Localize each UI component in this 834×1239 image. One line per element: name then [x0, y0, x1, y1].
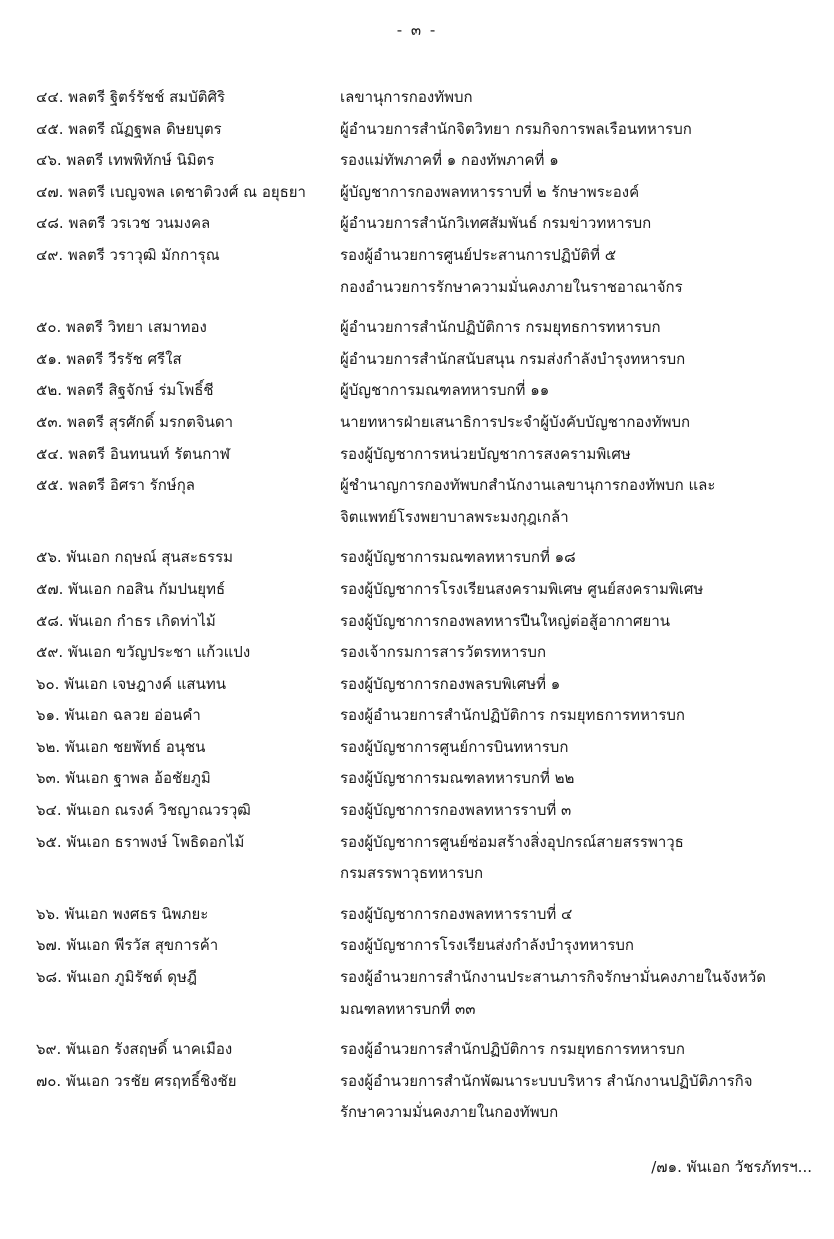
entry-position-line: รองผู้บัญชาการหน่วยบัญชาการสงครามพิเศษ — [340, 444, 631, 463]
entry-position-line: รองผู้อำนวยการสำนักปฏิบัติการ กรมยุทธการทหารบก — [340, 1040, 686, 1059]
entry-position-line: รองผู้บัญชาการมณฑลทหารบกที่ ๑๘ — [340, 548, 576, 567]
entry-rank-name: ๖๕. พันเอก ธราพงษ์ โพธิดอกไม้ — [36, 832, 245, 851]
entry-position — [340, 962, 806, 1025]
entry-position-line: รองผู้อำนวยการสำนักปฏิบัติการ กรมยุทธการทหารบก — [340, 706, 686, 725]
entry-position-line: จิตแพทย์โรงพยาบาลพระมงกุฎเกล้า — [340, 507, 569, 526]
entry-position — [340, 700, 806, 732]
entry-rank-name: ๕๗. พันเอก กอสิน กัมปนยุทธ์ — [36, 579, 226, 598]
list-item — [36, 177, 806, 209]
list-item — [36, 407, 806, 439]
entry-position-line: รองผู้อำนวยการสำนักงานประสานภารกิจรักษามั่นคงภายในจังหวัด — [340, 968, 767, 987]
entry-position-line: ผู้อำนวยการสำนักปฏิบัติการ กรมยุทธการทหารบก — [340, 318, 661, 337]
entry-rank-name: ๕๕. พลตรี อิศรา รักษ์กุล — [36, 476, 195, 495]
entry-rank-name: ๖๒. พันเอก ชยพัทธ์ อนุชน — [36, 737, 206, 756]
entry-rank-name: ๕๖. พันเอก กฤษณ์ สุนสะธรรม — [36, 548, 234, 567]
entry-position — [340, 574, 806, 606]
entry-rank-name: ๔๔. พลตรี ฐิตร์รัชช์ สมบัติศิริ — [36, 88, 226, 106]
entry-rank-name: ๖๗. พันเอก พีรวัส สุขการค้า — [36, 936, 219, 955]
entry-position — [340, 82, 806, 114]
entry-position-line: ผู้บัญชาการกองพลทหารราบที่ ๒ รักษาพระองค์ — [340, 182, 640, 201]
entry-position — [340, 145, 806, 177]
entry-rank-name: ๕๒. พลตรี สิฐจักษ์ ร่มโพธิ์ชี — [36, 381, 214, 400]
entry-position-line: รองผู้บัญชาการกองพลทหารปืนใหญ่ต่อสู้อากาศยาน — [340, 611, 670, 630]
list-item — [36, 344, 806, 376]
list-item — [36, 240, 806, 303]
entry-rank-name: ๖๓. พันเอก ฐาพล อ้อชัยภูมิ — [36, 769, 211, 788]
list-item — [36, 732, 806, 764]
entry-position — [340, 669, 806, 701]
entry-position — [340, 930, 806, 962]
entry-rank-name: ๗๐. พันเอก วรชัย ศรฤทธิ์ชิงชัย — [36, 1071, 237, 1090]
list-item — [36, 795, 806, 827]
entry-position — [340, 763, 806, 795]
entry-position-line: รองผู้บัญชาการกองพลทหารราบที่ ๔ — [340, 904, 573, 923]
entry-rank-name: ๕๔. พลตรี อินทนนท์ รัตนกาฬ — [36, 444, 231, 463]
entry-position-line: เลขานุการกองทัพบก — [340, 88, 473, 106]
list-item — [36, 606, 806, 638]
entry-position-line: ผู้อำนวยการสำนักวิเทศสัมพันธ์ กรมข่าวทหารบก — [340, 214, 652, 233]
list-item — [36, 114, 806, 146]
list-item — [36, 1066, 806, 1129]
entry-position — [340, 827, 806, 890]
entry-rank-name: ๕๙. พันเอก ขวัญประชา แก้วแปง — [36, 643, 251, 662]
entry-rank-name: ๕๓. พลตรี สุรศักดิ์ มรกตจินดา — [36, 412, 234, 431]
entry-rank-name: ๔๖. พลตรี เทพพิทักษ์ นิมิตร — [36, 151, 215, 170]
list-item — [36, 145, 806, 177]
entry-position-line: รองผู้บัญชาการกองพลทหารราบที่ ๓ — [340, 801, 572, 820]
entry-position-line: กองอำนวยการรักษาความมั่นคงภายในราชอาณาจักร — [340, 277, 683, 296]
entry-position — [340, 312, 806, 344]
entry-position-line: นายทหารฝ่ายเสนาธิการประจำผู้บังคับบัญชากองทัพบก — [340, 412, 691, 431]
entry-position — [340, 606, 806, 638]
list-item — [36, 82, 806, 114]
list-item — [36, 899, 806, 931]
entry-position — [340, 177, 806, 209]
entry-rank-name: ๖๐. พันเอก เจษฎางค์ แสนทน — [36, 674, 226, 693]
list-item — [36, 962, 806, 1025]
entry-position-line: ผู้บัญชาการมณฑลทหารบกที่ ๑๑ — [340, 381, 550, 400]
entry-position — [340, 114, 806, 146]
entry-position-line: รองแม่ทัพภาคที่ ๑ กองทัพภาคที่ ๑ — [340, 151, 559, 170]
entry-position-line: รองผู้อำนวยการสำนักพัฒนาระบบบริหาร สำนักงานปฏิบัติภารกิจ — [340, 1071, 753, 1090]
entry-position — [340, 240, 806, 303]
list-item — [36, 669, 806, 701]
entry-rank-name: ๔๘. พลตรี วรเวช วนมงคล — [36, 214, 211, 233]
list-item — [36, 700, 806, 732]
entry-position-line: ผู้อำนวยการสำนักจิตวิทยา กรมกิจการพลเรือนทหารบก — [340, 119, 692, 138]
entry-position — [340, 1066, 806, 1129]
list-item — [36, 1034, 806, 1066]
entry-position-line: ผู้ชำนาญการกองทัพบกสำนักงานเลขานุการกองทัพบก และ — [340, 476, 716, 495]
entry-position-line: รองผู้บัญชาการกองพลรบพิเศษที่ ๑ — [340, 674, 561, 693]
entry-position-line: รองผู้บัญชาการมณฑลทหารบกที่ ๒๒ — [340, 769, 575, 788]
entry-rank-name: ๔๕. พลตรี ณัฏฐพล ดิษยบุตร — [36, 119, 222, 138]
entry-position — [340, 439, 806, 471]
entry-position — [340, 732, 806, 764]
list-item — [36, 312, 806, 344]
entry-rank-name: ๖๑. พันเอก ฉลวย อ่อนคำ — [36, 706, 201, 725]
entry-position — [340, 795, 806, 827]
list-item — [36, 375, 806, 407]
list-item — [36, 439, 806, 471]
list-item — [36, 542, 806, 574]
entry-rank-name: ๖๔. พันเอก ณรงค์ วิชญาณวรวุฒิ — [36, 801, 251, 820]
entry-position-line: รองผู้บัญชาการโรงเรียนส่งกำลังบำรุงทหารบก — [340, 936, 634, 955]
entry-rank-name: ๕๑. พลตรี วีรรัช ศรีใส — [36, 349, 182, 368]
entry-position-line: รองผู้บัญชาการศูนย์การบินทหารบก — [340, 737, 569, 756]
list-item — [36, 574, 806, 606]
entry-position-line: กรมสรรพาวุธทหารบก — [340, 864, 484, 883]
entry-position — [340, 208, 806, 240]
page-number: - ๓ - — [396, 21, 438, 39]
entry-position — [340, 470, 806, 533]
promotion-list — [36, 82, 806, 1138]
entry-position-line: รองผู้อำนวยการศูนย์ประสานการปฏิบัติที่ ๕ — [340, 245, 617, 264]
entry-rank-name: ๕๐. พลตรี วิทยา เสมาทอง — [36, 318, 207, 337]
entry-rank-name: ๖๖. พันเอก พงศธร นิพภยะ — [36, 904, 209, 923]
entry-position — [340, 344, 806, 376]
list-item — [36, 763, 806, 795]
entry-position-line: ผู้อำนวยการสำนักสนับสนุน กรมส่งกำลังบำรุงทหารบก — [340, 349, 686, 368]
entry-position-line: รักษาความมั่นคงภายในกองทัพบก — [340, 1103, 559, 1122]
entry-position — [340, 542, 806, 574]
entry-position — [340, 899, 806, 931]
entry-position — [340, 407, 806, 439]
entry-position-line: รองผู้บัญชาการโรงเรียนสงครามพิเศษ ศูนย์สงครามพิเศษ — [340, 579, 704, 598]
entry-position-line: รองเจ้ากรมการสารวัตรทหารบก — [340, 643, 547, 662]
entry-rank-name: ๕๘. พันเอก กำธร เกิดท่าไม้ — [36, 611, 216, 630]
entry-position-line: รองผู้บัญชาการศูนย์ซ่อมสร้างสิ่งอุปกรณ์สายสรรพาวุธ — [340, 832, 684, 851]
entry-rank-name: ๔๗. พลตรี เบญจพล เดชาติวงศ์ ณ อยุธยา — [36, 182, 306, 201]
entry-rank-name: ๖๘. พันเอก ภูมิรัชต์ ดุษฎี — [36, 968, 197, 987]
entry-rank-name: ๖๙. พันเอก รังสฤษดิ์ นาคเมือง — [36, 1040, 233, 1059]
list-item — [36, 637, 806, 669]
entry-rank-name: ๔๙. พลตรี วราวุฒิ มักการุณ — [36, 245, 220, 264]
continuation-note: /๗๑. พันเอก วัชรภัทรฯ... — [651, 1158, 812, 1176]
list-item — [36, 827, 806, 890]
list-item — [36, 208, 806, 240]
list-item — [36, 470, 806, 533]
entry-position — [340, 1034, 806, 1066]
entry-position — [340, 637, 806, 669]
entry-position-line: มณฑลทหารบกที่ ๓๓ — [340, 999, 476, 1018]
list-item — [36, 930, 806, 962]
entry-position — [340, 375, 806, 407]
